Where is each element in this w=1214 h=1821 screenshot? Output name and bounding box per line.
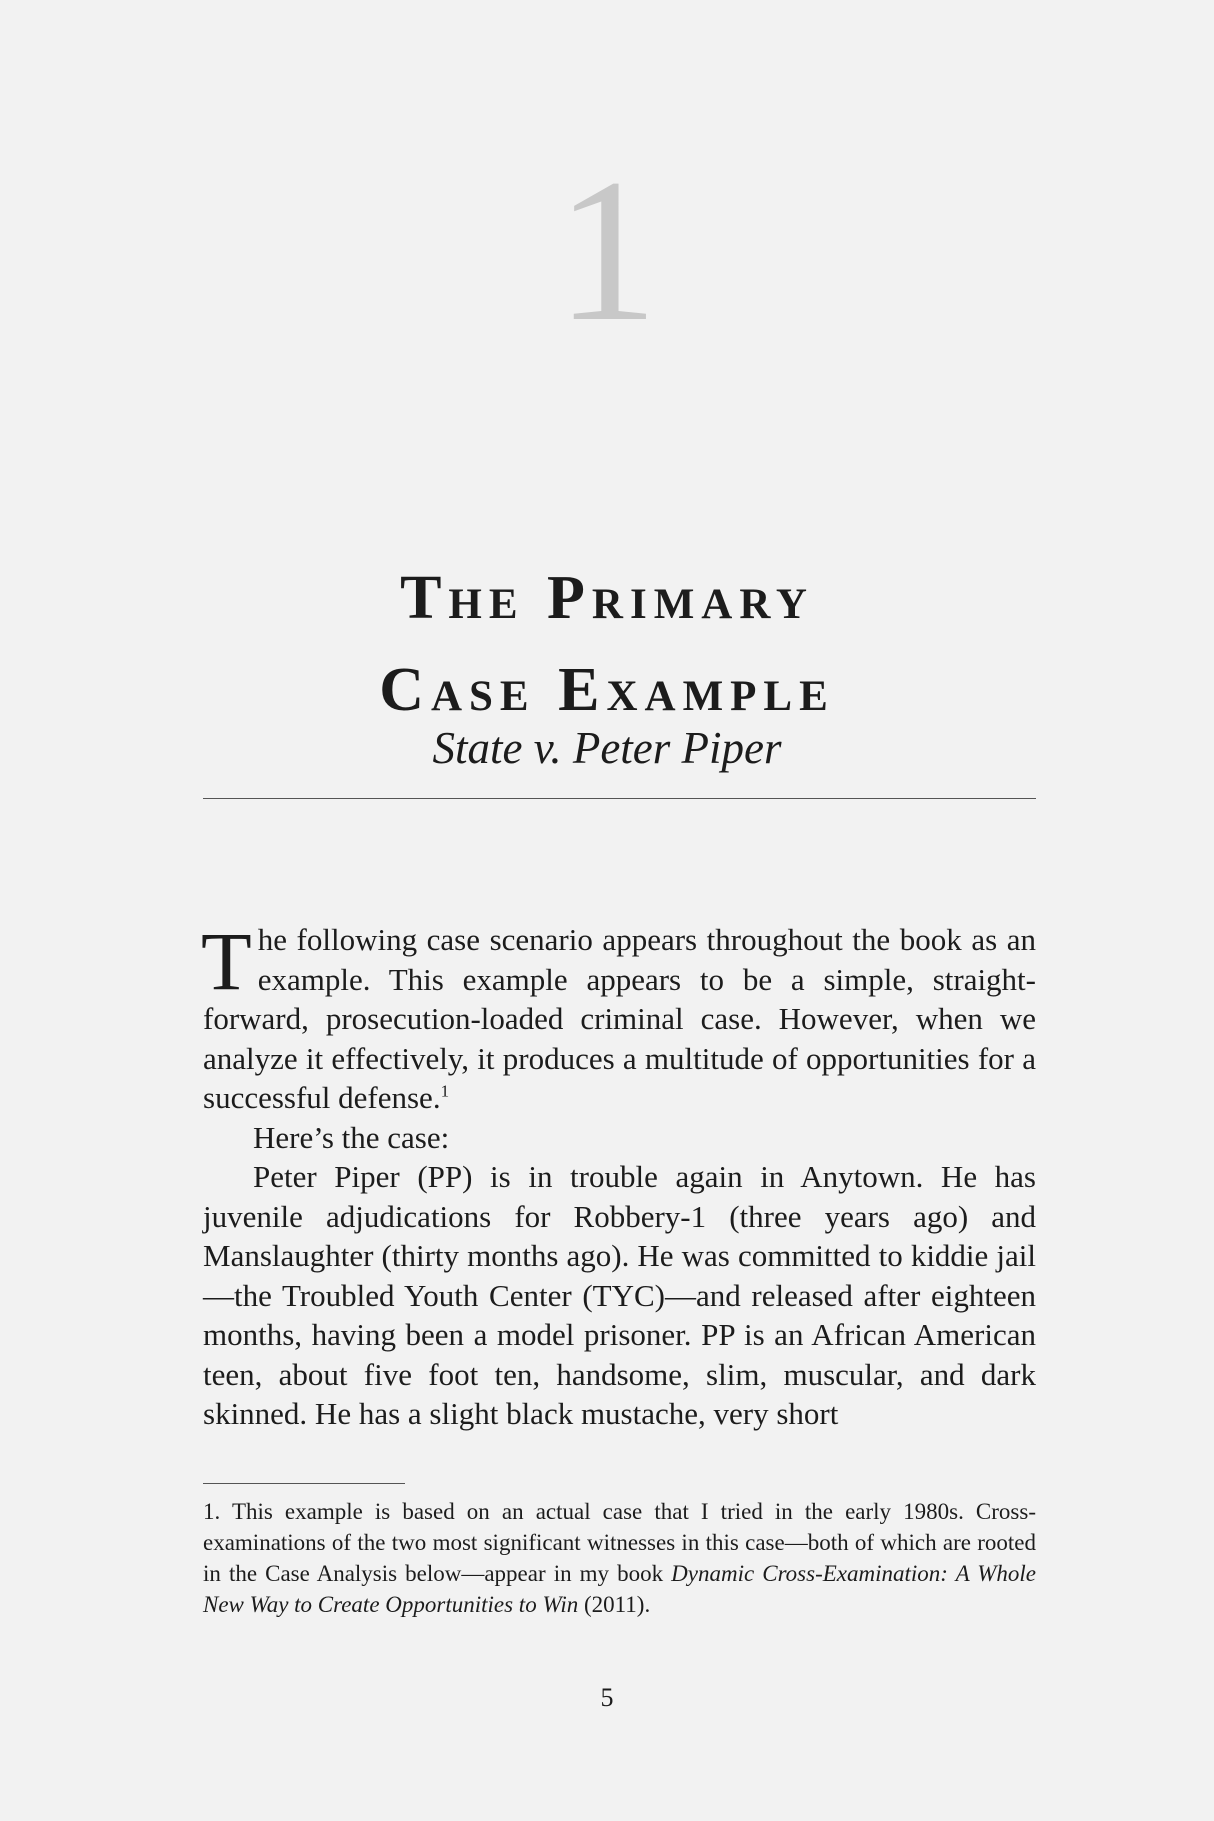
title-divider bbox=[203, 798, 1036, 799]
footnote-year: (2011). bbox=[583, 1592, 651, 1617]
paragraph-1-text: he following case scenario appears throughout the book as an example. This example appears to be a simple, straight-forward, prosecution-loaded criminal case. However, when we analyze it effectively, it produces a multitude of opportunities for a successful defense. bbox=[203, 922, 1036, 1115]
footnote bbox=[203, 1496, 1036, 1620]
footnote-reference[interactable]: 1 bbox=[440, 1081, 450, 1101]
footnote-book-title: Dynamic Cross-Examination: A Whole New Way to Create Opportunities to Win bbox=[203, 1561, 1037, 1617]
footnote-text: This example is based on an actual case that I tried in the early 1980s. Cross-examinations of the two most significant witnesses in this case—both of which are rooted in the Case Analysis below—appear in my book bbox=[203, 1499, 1036, 1586]
footnote-marker: 1. bbox=[203, 1499, 221, 1524]
chapter-subtitle: State v. Peter Piper bbox=[432, 723, 782, 773]
paragraph-2: Here’s the case: bbox=[253, 1119, 450, 1155]
drop-cap: T bbox=[201, 915, 252, 1007]
page-number: 5 bbox=[600, 1683, 614, 1712]
chapter-number: 1 bbox=[555, 137, 659, 364]
paragraph-1 bbox=[201, 915, 1036, 1118]
paragraph-3: Peter Piper (PP) is in trouble again in Anytown. He has juvenile adjudications for Robbery-1 (three years ago) and Manslaughter (thirty months ago). He was committed to kiddie jail—the Troubled Youth Center (TYC)—and released after eighteen months, having been a model prisoner. PP is an African American teen, about five foot ten, handsome, slim, muscular, and dark skinned. He has a slight black mustache, very short bbox=[203, 1159, 1036, 1431]
footnote-divider bbox=[203, 1483, 405, 1484]
body-text bbox=[201, 915, 1036, 1434]
chapter-title bbox=[0, 552, 1214, 736]
chapter-title-line-2: Case Example bbox=[379, 656, 835, 724]
chapter-title-line-1: The Primary bbox=[400, 564, 814, 632]
